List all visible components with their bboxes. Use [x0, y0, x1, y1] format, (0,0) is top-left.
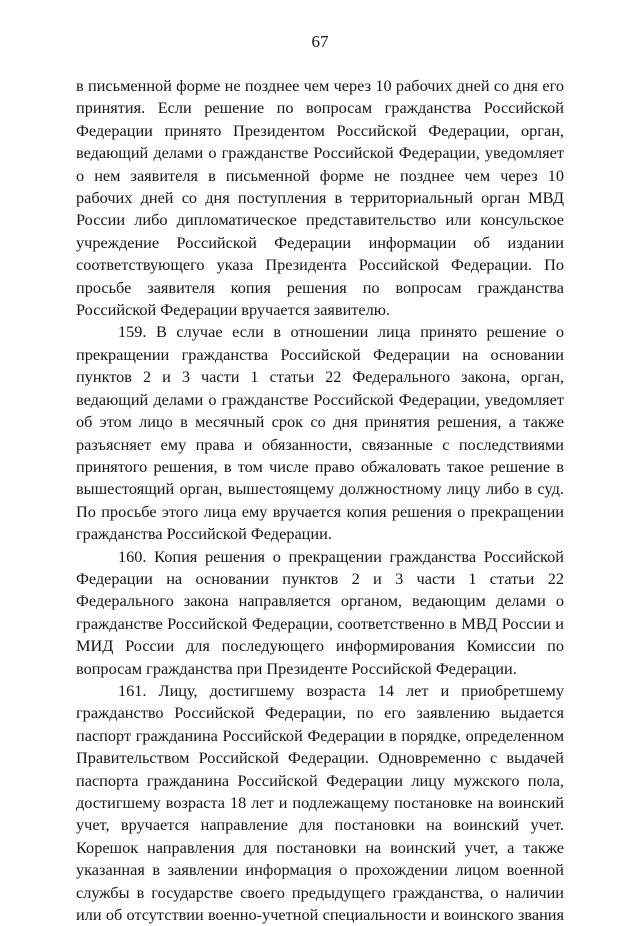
document-body	[76, 75, 564, 926]
page-number: 67	[311, 32, 329, 51]
paragraph-continuation: в письменной форме не позднее чем через 10 рабочих дней со дня его принятия. Если решение по вопросам гражданства Российской Федерации принято Президентом Российской Федерации, орган, ведающий делами о гражданстве Российской Федерации, уведомляет о нем заявителя в письменной форме не позднее чем через 10 рабочих дней со дня поступления в территориальный орган МВД России либо дипломатическое представительство или консульское учреждение Российской Федерации информации об издании соответствующего указа Президента Российской Федерации. По просьбе заявителя копия решения по вопросам гражданства Российской Федерации вручается заявителю.	[76, 76, 564, 320]
paragraph-159: 159. В случае если в отношении лица принято решение о прекращении гражданства Российской Федерации на основании пунктов 2 и 3 части 1 статьи 22 Федерального закона, орган, ведающий делами о гражданстве Российской Федерации, уведомляет об этом лицо в месячный срок со дня принятия решения, а также разъясняет ему права и обязанности, связанные с последствиями принятого решения, в том числе право обжаловать такое решение в вышестоящий орган, вышестоящему должностному лицу либо в суд. По просьбе этого лица ему вручается копия решения о прекращении гражданства Российской Федерации.	[76, 322, 564, 544]
paragraph-160: 160. Копия решения о прекращении гражданства Российской Федерации на основании пунктов 2 и 3 части 1 статьи 22 Федерального закона направляется органом, ведающим делами о гражданстве Российской Федерации, соответственно в МВД России и МИД России для последующего информирования Комиссии по вопросам гражданства при Президенте Российской Федерации.	[76, 546, 564, 678]
paragraph-161: 161. Лицу, достигшему возраста 14 лет и приобретшему гражданство Российской Федерации, по его заявлению выдается паспорт гражданина Российской Федерации в порядке, определенном Правительством Российской Федерации. Одновременно с выдачей паспорта гражданина Российской Федерации лицу мужского пола, достигшему возраста 18 лет и подлежащему постановке на воинский учет, вручается направление для постановки на воинский учет. Корешок направления для постановки на воинский учет, а также указанная в заявлении информация о прохождении лицом военной службы в государстве своего предыдущего гражданства, о наличии или об отсутствии военно-учетной специальности и воинского звания	[76, 680, 564, 925]
